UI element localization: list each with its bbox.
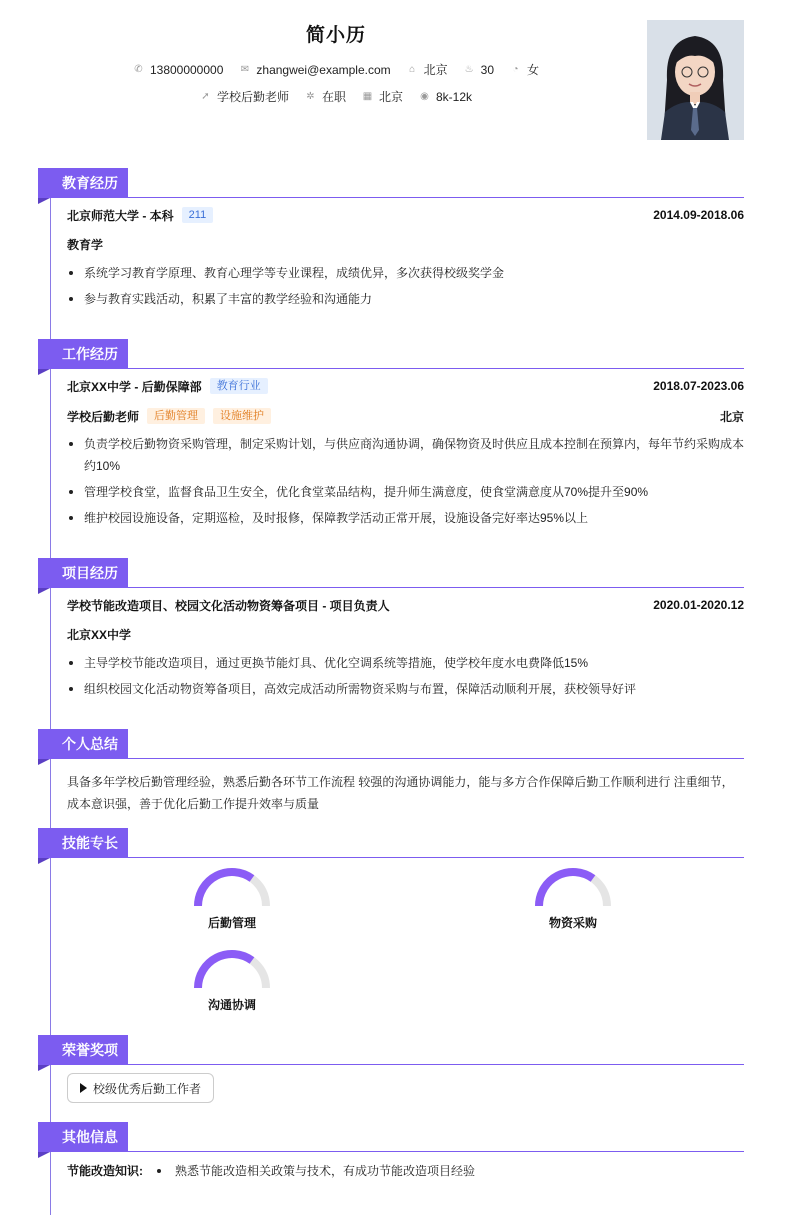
gauge-fill: [198, 872, 252, 906]
project-name: 学校节能改造项目、校园文化活动物资筹备项目 - 项目负责人: [67, 598, 390, 613]
skill-label: 物资采购: [548, 916, 597, 930]
salary-text: 8k-12k: [436, 89, 473, 104]
skill-item: [518, 866, 628, 931]
school-tag: 211: [182, 207, 214, 223]
other-section: [38, 1122, 744, 1179]
target-city-item: [362, 88, 403, 105]
project-bullets: [67, 652, 744, 700]
gauge-fill: [539, 872, 593, 906]
education-row: [67, 206, 744, 224]
salary-item: [419, 88, 472, 105]
summary-section: [38, 729, 744, 815]
section-title: 项目经历: [38, 558, 128, 588]
section-header: [38, 168, 744, 198]
skill-tag: 后勤管理: [147, 408, 205, 424]
section-title: 荣誉奖项: [38, 1035, 128, 1065]
resume-header: [0, 0, 794, 150]
section-header: [38, 828, 744, 858]
education-date: 2014.09-2018.06: [653, 208, 744, 222]
phone-text: 13800000000: [149, 62, 224, 77]
skill-label: 后勤管理: [207, 916, 256, 930]
list-item: 主导学校节能改造项目，通过更换节能灯具、优化空调系统等措施，使学校年度水电费降低15%: [67, 652, 744, 674]
position-row: [67, 407, 744, 425]
city-item: [407, 61, 448, 78]
section-title: 个人总结: [38, 729, 128, 759]
status-text: 在职: [321, 90, 346, 104]
age-text: 30: [480, 62, 495, 77]
section-header: [38, 1035, 744, 1065]
status-item: [305, 88, 346, 105]
project-org: 北京XX中学: [67, 628, 132, 642]
skill-tag: 设施维护: [213, 408, 271, 424]
work-section: [38, 339, 744, 533]
list-item: 系统学习教育学原理、教育心理学等专业课程，成绩优异，多次获得校级奖学金: [67, 262, 744, 284]
skills-section: [38, 828, 744, 1012]
city-text: 北京: [423, 63, 448, 77]
work-location: 北京: [719, 409, 744, 424]
phone-item: [133, 61, 223, 78]
section-header: [38, 1122, 744, 1152]
other-text: 熟悉节能改造相关政策与技术，有成功节能改造项目经验: [175, 1164, 476, 1178]
contact-row: [0, 61, 672, 78]
send-icon: ➚: [201, 91, 210, 102]
other-label: 节能改造知识:: [67, 1164, 143, 1178]
cake-icon: ♨: [464, 64, 474, 75]
work-row: [67, 377, 744, 395]
skill-gauge: [533, 866, 613, 908]
home-icon: ⌂: [409, 64, 416, 75]
skill-gauge: [192, 948, 272, 990]
list-item: 负责学校后勤物资采购管理，制定采购计划，与供应商沟通协调，确保物资及时供应且成本控制在预算内，每年节约采购成本约10%: [67, 433, 744, 477]
education-section: [38, 168, 744, 314]
job-row: [0, 88, 672, 105]
gender-item: [510, 61, 539, 78]
education-bullets: [67, 262, 744, 310]
gear-icon: ✲: [306, 91, 315, 102]
list-item: 管理学校食堂，监督食品卫生安全，优化食堂菜品结构，提升师生满意度，使食堂满意度从70%提升至90%: [67, 481, 744, 503]
skills-grid: [38, 858, 744, 1012]
project-row: [67, 596, 744, 614]
skill-item: [177, 948, 287, 1013]
age-item: [464, 61, 494, 78]
skill-label: 沟通协调: [207, 998, 256, 1012]
section-header: [38, 339, 744, 369]
project-date: 2020.01-2020.12: [653, 598, 744, 612]
major: 教育学: [67, 238, 104, 252]
list-item: 维护校园设施设备，定期巡检，及时报修，保障教学活动正常开展，设施设备完好率达95%以上: [67, 507, 744, 529]
coin-icon: ◉: [420, 91, 429, 102]
resume-name: 简小历: [305, 25, 366, 46]
award-text: 校级优秀后勤工作者: [93, 1081, 202, 1096]
skill-gauge: [192, 866, 272, 908]
awards-section: [38, 1035, 744, 1103]
section-title: 其他信息: [38, 1122, 128, 1152]
building-icon: ▦: [362, 91, 373, 102]
email-text: zhangwei@example.com: [256, 62, 391, 77]
job-item: [200, 88, 289, 105]
bullet-dot: [157, 1169, 161, 1173]
gender-icon: ◔: [512, 64, 519, 75]
list-item: 参与教育实践活动，积累了丰富的教学经验和沟通能力: [67, 288, 744, 310]
email-item: [239, 61, 390, 78]
award-item: [67, 1073, 214, 1103]
industry-tag: 教育行业: [210, 378, 268, 394]
section-title: 技能专长: [38, 828, 128, 858]
gauge-fill: [198, 954, 252, 988]
project-section: [38, 558, 744, 704]
portrait-illustration: [647, 20, 744, 140]
mail-icon: ✉: [240, 64, 250, 75]
job-text: 学校后勤老师: [216, 90, 289, 104]
summary-text: 具备多年学校后勤管理经验，熟悉后勤各环节工作流程 较强的沟通协调能力，能与多方合作保障后勤工作顺利进行 注重细节，成本意识强，善于优化后勤工作提升效率与质量: [67, 775, 734, 811]
section-header: [38, 558, 744, 588]
phone-icon: ✆: [134, 64, 143, 75]
section-header: [38, 729, 744, 759]
section-title: 教育经历: [38, 168, 128, 198]
school-name: 北京师范大学 - 本科: [67, 208, 174, 223]
company-name: 北京XX中学 - 后勤保障部: [67, 379, 202, 394]
work-bullets: [67, 433, 744, 529]
skill-item: [177, 866, 287, 931]
other-info-row: [67, 1160, 744, 1179]
work-date: 2018.07-2023.06: [653, 379, 744, 393]
play-icon: [80, 1083, 87, 1093]
profile-photo: [647, 20, 744, 140]
gender-text: 女: [527, 63, 540, 77]
target-city-text: 北京: [378, 90, 403, 104]
section-title: 工作经历: [38, 339, 128, 369]
list-item: 组织校园文化活动物资筹备项目，高效完成活动所需物资采购与布置，保障活动顺利开展，获校领导好评: [67, 678, 744, 700]
position-name: 学校后勤老师: [67, 409, 140, 424]
